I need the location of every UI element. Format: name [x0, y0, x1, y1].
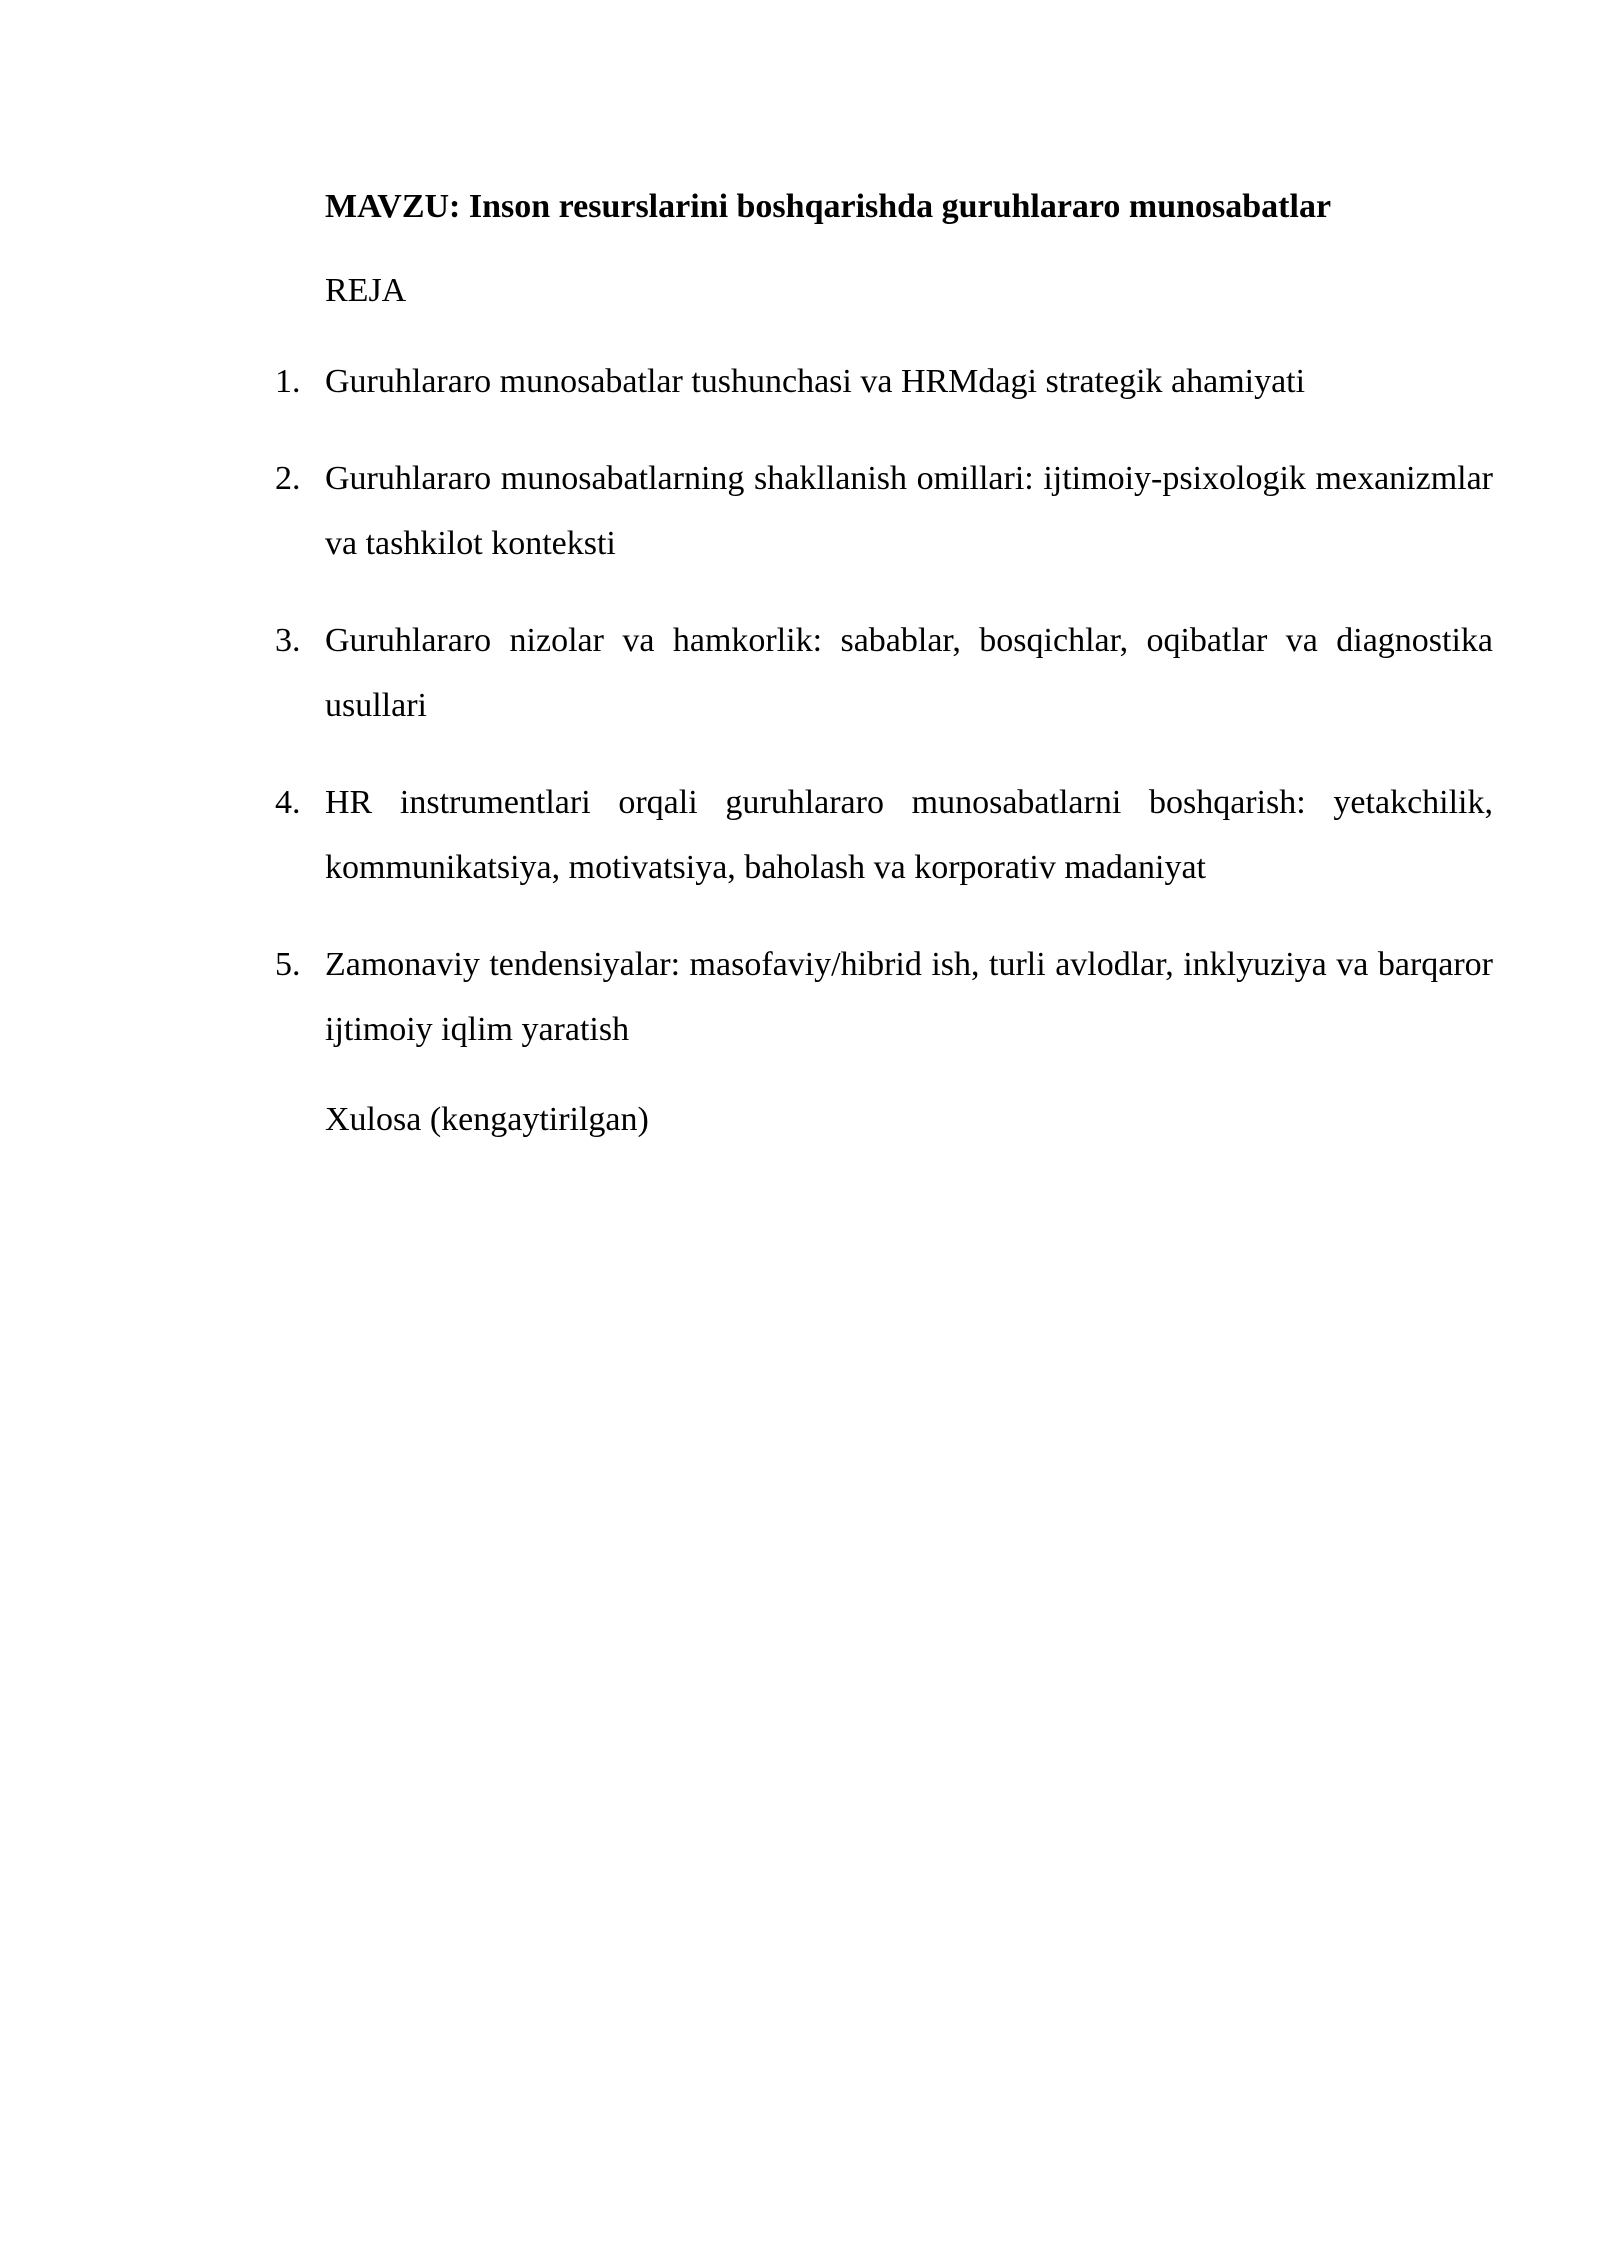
plan-list — [275, 349, 1493, 1062]
document-title: MAVZU: Inson resurslarini boshqarishda guruhlararo munosabatlar — [325, 188, 1332, 225]
plan-item-number: 5. — [275, 946, 301, 983]
conclusion-heading: Xulosa (kengaytirilgan) — [325, 1101, 649, 1138]
plan-item-number: 1. — [275, 363, 301, 400]
plan-item-text: Guruhlararo munosabatlarning shakllanish omillari: ijtimoiy-psixologik mexanizmlar va tashkilot konteksti — [325, 460, 1493, 562]
plan-item-text: Guruhlararo nizolar va hamkorlik: sabablar, bosqichlar, oqibatlar va diagnostika usullari — [325, 622, 1493, 724]
plan-item — [275, 446, 1493, 576]
plan-item — [275, 608, 1493, 738]
plan-heading: REJA — [325, 272, 407, 309]
plan-item — [275, 932, 1493, 1062]
plan-item — [275, 349, 1493, 414]
plan-item-text: Zamonaviy tendensiyalar: masofaviy/hibrid ish, turli avlodlar, inklyuziya va barqaror ijtimoiy iqlim yaratish — [325, 946, 1493, 1048]
plan-item-number: 4. — [275, 784, 301, 821]
plan-item-number: 3. — [275, 622, 301, 659]
plan-item-number: 2. — [275, 460, 301, 497]
plan-item — [275, 770, 1493, 900]
document-body — [275, 181, 1493, 1146]
plan-item-text: HR instrumentlari orqali guruhlararo munosabatlarni boshqarish: yetakchilik, kommunikatsiya, motivatsiya, baholash va korporativ madaniyat — [325, 784, 1493, 886]
plan-item-text: Guruhlararo munosabatlar tushunchasi va HRMdagi strategik ahamiyati — [325, 363, 1306, 400]
